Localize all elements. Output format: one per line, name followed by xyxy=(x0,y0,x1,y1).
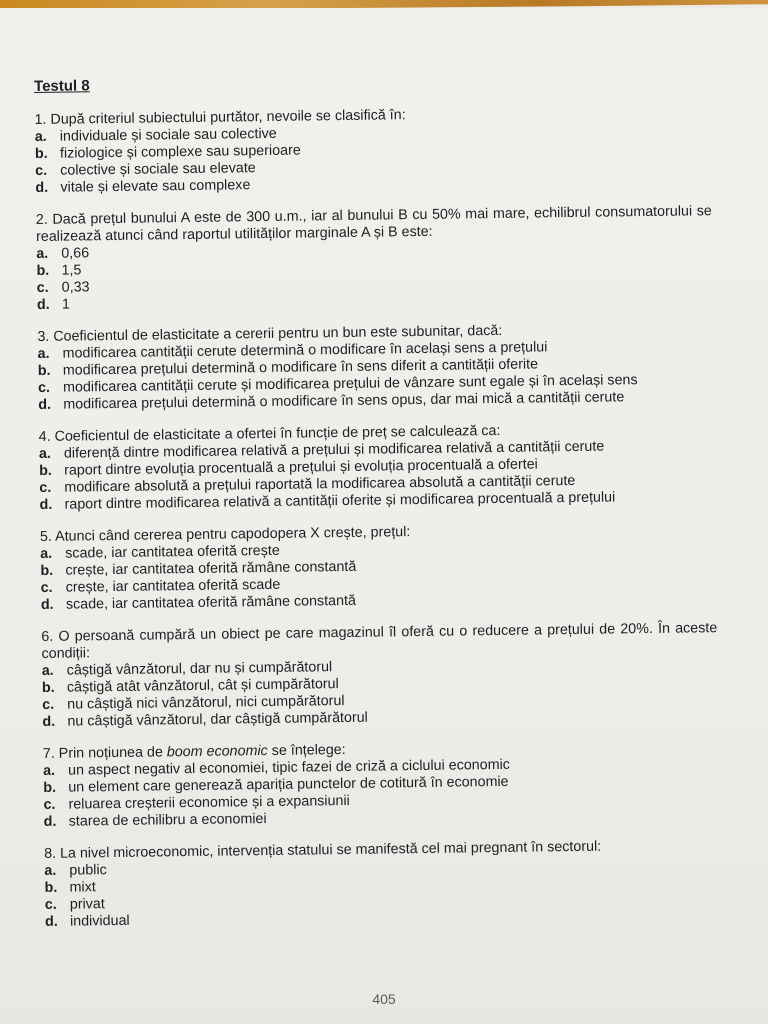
question-text: 8. La nivel microeconomic, intervenția statului se manifestă cel mai pregnant în sectorul: xyxy=(44,838,602,862)
question-2 xyxy=(36,203,713,314)
question-6 xyxy=(41,620,718,731)
option-text: nu câștigă vânzătorul, dar câștigă cumpărătorul xyxy=(67,709,368,730)
test-title: Testul 8 xyxy=(34,77,90,95)
option-text: scade, iar cantitatea oferită crește xyxy=(65,542,280,562)
option-letter: a. xyxy=(36,245,49,262)
option-letter: c. xyxy=(39,479,52,496)
option-letter: c. xyxy=(36,279,49,296)
question-text: 5. Atunci când cererea pentru capodopera X crește, prețul: xyxy=(39,524,411,545)
option-letter: d. xyxy=(40,596,54,613)
option-letter: a. xyxy=(38,445,51,462)
option-letter: a. xyxy=(37,345,50,362)
option-text: raport dintre modificarea relativă a cantității oferite și modificarea procentuală a prețului xyxy=(64,489,616,513)
question-text-after: se înțelege: xyxy=(267,741,346,759)
question-text: 4. Coeficientul de elasticitate a ofertei în funcție de preț se calculează ca: xyxy=(38,422,501,445)
option-text: scade, iar cantitatea oferită rămâne constantă xyxy=(65,592,357,613)
page-number: 405 xyxy=(372,991,396,1007)
option-text: vitale și elevate sau complexe xyxy=(60,177,251,196)
option-text: starea de echilibru a economiei xyxy=(68,811,267,830)
question-5 xyxy=(40,520,717,614)
option-letter: d. xyxy=(35,179,49,196)
option-text: public xyxy=(69,862,107,879)
question-text-before: 7. Prin noțiunea de xyxy=(42,744,167,762)
option-text: 1 xyxy=(61,296,71,313)
option-letter: b. xyxy=(37,362,51,379)
question-text: 1. După criteriul subiectului purtător, nevoile se clasifică în: xyxy=(34,107,406,128)
option-letter: c. xyxy=(44,896,57,913)
option-letter: d. xyxy=(42,713,56,730)
option-letter: d. xyxy=(36,296,50,313)
option-letter: b. xyxy=(39,462,52,479)
option-letter: d. xyxy=(43,813,57,830)
option-letter: b. xyxy=(44,879,58,896)
test-content xyxy=(34,69,721,946)
option-text: câștigă atât vânzătorul, cât și cumpărătorul xyxy=(66,676,339,696)
option-text: 0,33 xyxy=(61,279,90,296)
option-letter: b. xyxy=(43,779,57,796)
option-text: privat xyxy=(69,896,105,913)
option-text: modificare absolută a prețului raportată la modificarea absolută a cantității cerute xyxy=(64,472,576,496)
option-text: 1,5 xyxy=(61,262,82,279)
option-letter: c. xyxy=(37,379,51,396)
option-letter: b. xyxy=(34,145,48,162)
option-text: individual xyxy=(69,912,130,930)
option-letter: b. xyxy=(40,562,54,579)
option-text: raport dintre evoluția procentuală a prețului și evoluția procentuală a ofertei xyxy=(64,456,538,479)
option-text: modificarea prețului determină o modificare în sens opus, dar mai mică a cantității cerute xyxy=(63,389,625,413)
option-text: un element care generează apariția punctelor de cotitură în economie xyxy=(68,773,509,796)
question-term-italic: boom economic xyxy=(166,742,268,761)
option-text: modificarea cantității cerute determină o modificare în același sens a prețului xyxy=(62,339,548,362)
question-8 xyxy=(44,837,721,931)
question-7 xyxy=(43,737,720,831)
question-text: 3. Coeficientul de elasticitate a cererii pentru un bun este subunitar, dacă: xyxy=(37,322,503,345)
option-letter: c. xyxy=(40,579,53,596)
option-text: câștigă vânzătorul, dar nu și cumpărătorul xyxy=(66,659,333,679)
option-letter: c. xyxy=(43,796,56,813)
option-text: fiziologice și complexe sau superioare xyxy=(59,142,301,162)
option-text: mixt xyxy=(69,879,96,896)
option-letter: a. xyxy=(40,545,53,562)
option-text: nu câștigă nici vânzătorul, nici cumpărătorul xyxy=(67,692,345,713)
option-letter: a. xyxy=(34,128,47,145)
option-text: individuale și sociale sau colective xyxy=(59,125,277,145)
option-letter: b. xyxy=(36,262,50,279)
question-3 xyxy=(37,320,714,414)
option-letter: a. xyxy=(44,862,57,879)
option-text: un aspect negativ al economiei, tipic fazei de criză a ciclului economic xyxy=(67,756,510,779)
option-letter: a. xyxy=(41,662,54,679)
question-4 xyxy=(39,420,716,514)
option-letter: c. xyxy=(42,696,55,713)
option-text: reluarea creșterii economice și a expansiunii xyxy=(68,792,350,813)
question-text: 2. Dacă prețul bunului A este de 300 u.m., iar al bunului B cu 50% mai mare, echilibrul consumatorului se realizează atunci când raportul utilităților marginale A și B este: xyxy=(35,203,712,245)
option-text: crește, iar cantitatea oferită rămâne constantă xyxy=(65,558,357,579)
option-letter: b. xyxy=(41,679,55,696)
option-letter: c. xyxy=(35,162,48,179)
page-sheet xyxy=(0,8,768,1024)
option-text: crește, iar cantitatea oferită scade xyxy=(65,576,281,596)
question-1 xyxy=(34,103,711,197)
option-letter: d. xyxy=(44,913,58,930)
option-text: modificarea prețului determină o modificare în sens diferit a cantității oferite xyxy=(62,356,539,379)
option-text: diferență dintre modificarea relativă a prețului și modificarea relativă a cantității cerute xyxy=(63,438,605,462)
question-text: 6. O persoană cumpără un obiect pe care magazinul îl oferă cu o reducere a prețului de 20%. În aceste condiții: xyxy=(41,620,718,662)
option-letter: d. xyxy=(39,496,53,513)
option-text: colective și sociale sau elevate xyxy=(60,160,256,179)
option-letter: a. xyxy=(42,762,56,779)
option-letter: d. xyxy=(38,396,52,413)
option-text: 0,66 xyxy=(61,245,90,262)
option-text: modificarea cantității cerute și modificarea prețului de vânzare sunt egale și în același sens xyxy=(62,372,638,396)
